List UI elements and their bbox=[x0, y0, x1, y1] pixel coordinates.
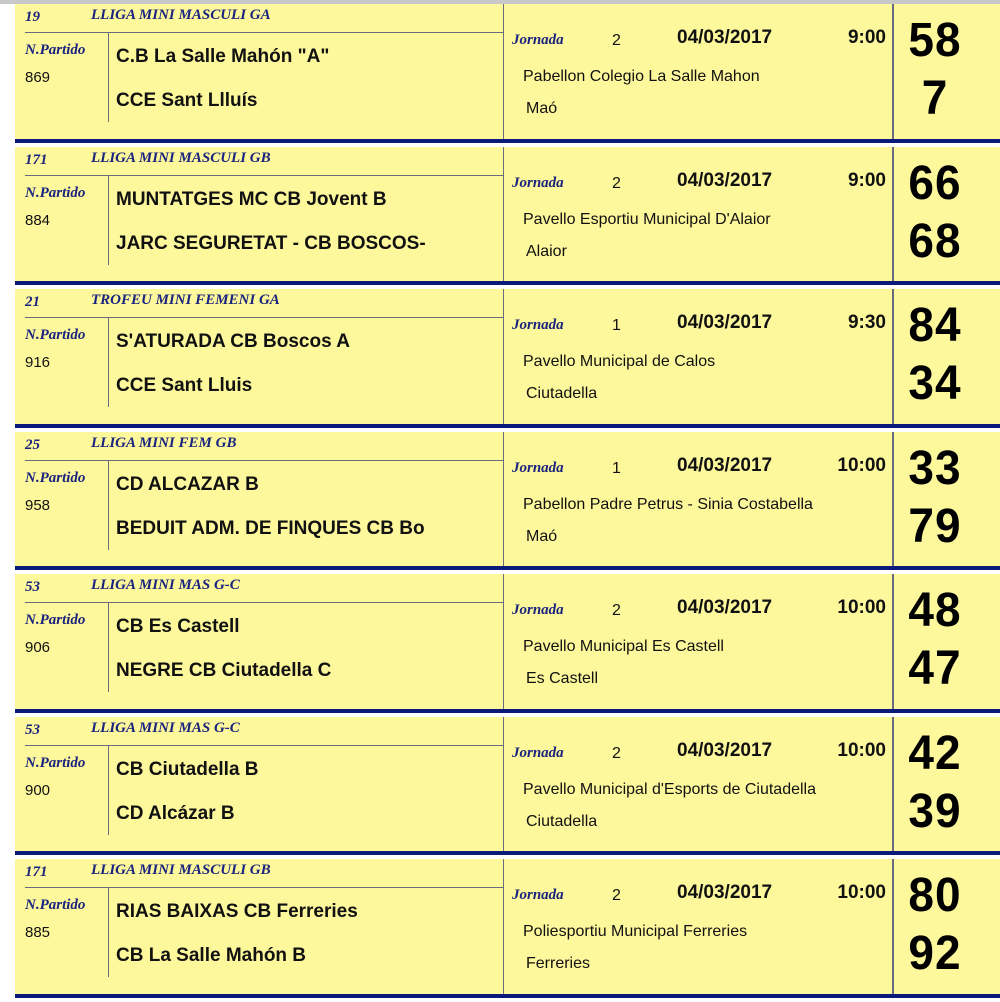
divider bbox=[25, 602, 503, 603]
match-date: 04/03/2017 bbox=[677, 27, 773, 48]
home-score: 48 bbox=[908, 581, 962, 637]
jornada-label: Jornada bbox=[512, 887, 564, 903]
partido-number: 906 bbox=[25, 639, 51, 656]
match-row bbox=[15, 147, 1000, 286]
category-number: 171 bbox=[25, 864, 48, 880]
home-team: C.B La Salle Mahón "A" bbox=[116, 46, 330, 67]
home-score: 58 bbox=[908, 11, 962, 67]
divider bbox=[892, 574, 894, 709]
venue: Pavello Esportiu Municipal D'Alaior bbox=[523, 210, 771, 228]
partido-label: N.Partido bbox=[25, 754, 86, 771]
venue: Pabellon Padre Petrus - Sinia Costabella bbox=[523, 495, 813, 513]
match-date: 04/03/2017 bbox=[677, 454, 773, 476]
home-team: CB Ciutadella B bbox=[116, 758, 259, 780]
partido-label: N.Partido bbox=[25, 897, 86, 913]
away-team: JARC SEGURETAT - CB BOSCOS- bbox=[116, 232, 426, 254]
home-score: 42 bbox=[908, 724, 962, 779]
jornada-number: 2 bbox=[612, 887, 621, 904]
jornada-label: Jornada bbox=[512, 32, 564, 48]
jornada-number: 1 bbox=[612, 459, 621, 477]
partido-label: N.Partido bbox=[25, 42, 86, 58]
category-name: LLIGA MINI FEM GB bbox=[91, 434, 237, 451]
away-score: 68 bbox=[908, 212, 962, 267]
divider bbox=[892, 432, 894, 567]
venue: Pavello Municipal de Calos bbox=[523, 353, 716, 370]
match-time: 9:00 bbox=[847, 27, 886, 48]
divider bbox=[25, 317, 503, 318]
match-time: 9:30 bbox=[847, 312, 886, 333]
jornada-label: Jornada bbox=[512, 602, 564, 618]
match-time: 10:00 bbox=[837, 597, 886, 618]
category-name: LLIGA MINI MAS G-C bbox=[91, 719, 240, 736]
city: Maó bbox=[526, 100, 558, 117]
jornada-label: Jornada bbox=[512, 459, 564, 476]
home-team: RIAS BAIXAS CB Ferreries bbox=[116, 901, 358, 922]
jornada-label: Jornada bbox=[512, 174, 564, 191]
away-team: CB La Salle Mahón B bbox=[116, 945, 307, 966]
home-team: CD ALCAZAR B bbox=[116, 473, 259, 495]
divider bbox=[892, 859, 894, 994]
partido-label: N.Partido bbox=[25, 469, 86, 486]
divider bbox=[503, 574, 504, 709]
category-number: 171 bbox=[25, 151, 48, 168]
away-team: CCE Sant Lluis bbox=[116, 375, 253, 396]
home-team: CB Es Castell bbox=[116, 616, 240, 637]
category-name: LLIGA MINI MASCULI GB bbox=[91, 149, 271, 166]
divider bbox=[108, 603, 109, 692]
match-date: 04/03/2017 bbox=[677, 312, 773, 333]
divider bbox=[503, 4, 504, 139]
home-score: 66 bbox=[908, 154, 962, 209]
divider bbox=[25, 32, 503, 33]
match-date: 04/03/2017 bbox=[677, 169, 773, 191]
venue: Pavello Municipal d'Esports de Ciutadella bbox=[523, 780, 816, 798]
venue: Poliesportiu Municipal Ferreries bbox=[523, 923, 748, 940]
match-date: 04/03/2017 bbox=[677, 882, 773, 903]
home-score: 80 bbox=[908, 866, 962, 922]
match-row bbox=[15, 859, 1000, 998]
category-number: 19 bbox=[25, 9, 40, 25]
jornada-number: 2 bbox=[612, 174, 621, 192]
category-name: TROFEU MINI FEMENI GA bbox=[91, 292, 280, 308]
partido-number: 885 bbox=[25, 924, 51, 941]
away-score: 92 bbox=[908, 924, 962, 980]
match-time: 10:00 bbox=[837, 739, 886, 761]
partido-label: N.Partido bbox=[25, 612, 86, 628]
partido-label: N.Partido bbox=[25, 327, 86, 343]
away-team: BEDUIT ADM. DE FINQUES CB Bo bbox=[116, 517, 425, 539]
venue: Pavello Municipal Es Castell bbox=[523, 638, 724, 655]
city: Ciutadella bbox=[526, 385, 598, 402]
partido-number: 900 bbox=[25, 781, 51, 799]
away-team: CD Alcázar B bbox=[116, 802, 235, 824]
home-team: S'ATURADA CB Boscos A bbox=[116, 331, 350, 352]
divider bbox=[108, 33, 109, 122]
category-name: LLIGA MINI MASCULI GA bbox=[91, 7, 271, 23]
match-row bbox=[15, 717, 1000, 856]
home-score: 33 bbox=[908, 439, 962, 494]
city: Es Castell bbox=[526, 670, 599, 687]
match-date: 04/03/2017 bbox=[677, 597, 773, 618]
partido-number: 884 bbox=[25, 211, 51, 229]
away-team: CCE Sant Llluís bbox=[116, 90, 258, 111]
divider bbox=[503, 147, 504, 282]
partido-number: 916 bbox=[25, 354, 51, 371]
jornada-number: 2 bbox=[612, 744, 621, 762]
city: Maó bbox=[526, 527, 558, 545]
category-number: 25 bbox=[25, 436, 40, 453]
divider bbox=[503, 717, 504, 852]
match-row bbox=[15, 432, 1000, 571]
partido-number: 958 bbox=[25, 496, 51, 514]
away-team: NEGRE CB Ciutadella C bbox=[116, 660, 332, 681]
jornada-number: 2 bbox=[612, 602, 621, 619]
jornada-number: 1 bbox=[612, 317, 621, 334]
match-row bbox=[15, 574, 1000, 713]
city: Ciutadella bbox=[526, 812, 598, 830]
match-time: 10:00 bbox=[837, 882, 886, 903]
divider bbox=[503, 432, 504, 567]
divider bbox=[25, 745, 503, 746]
match-list bbox=[15, 4, 1000, 1002]
match-date: 04/03/2017 bbox=[677, 739, 773, 761]
away-score: 34 bbox=[908, 354, 962, 410]
away-score: 79 bbox=[908, 497, 962, 552]
match-time: 10:00 bbox=[837, 454, 886, 476]
category-number: 21 bbox=[25, 294, 40, 310]
venue: Pabellon Colegio La Salle Mahon bbox=[523, 68, 760, 85]
match-row bbox=[15, 4, 1000, 143]
away-score: 7 bbox=[921, 69, 949, 125]
divider bbox=[108, 746, 109, 835]
away-score: 47 bbox=[908, 639, 962, 695]
divider bbox=[108, 318, 109, 407]
divider bbox=[25, 175, 503, 176]
away-score: 39 bbox=[908, 782, 962, 837]
partido-label: N.Partido bbox=[25, 184, 86, 201]
divider bbox=[503, 859, 504, 994]
divider bbox=[108, 888, 109, 977]
divider bbox=[108, 176, 109, 265]
home-team: MUNTATGES MC CB Jovent B bbox=[116, 188, 387, 210]
divider bbox=[25, 460, 503, 461]
category-name: LLIGA MINI MASCULI GB bbox=[91, 862, 271, 878]
partido-number: 869 bbox=[25, 69, 51, 86]
divider bbox=[892, 289, 894, 424]
match-time: 9:00 bbox=[847, 169, 886, 191]
divider bbox=[108, 461, 109, 550]
city: Ferreries bbox=[526, 955, 591, 972]
jornada-label: Jornada bbox=[512, 317, 564, 333]
home-score: 84 bbox=[908, 296, 962, 352]
divider bbox=[892, 4, 894, 139]
divider bbox=[892, 717, 894, 852]
category-number: 53 bbox=[25, 579, 40, 595]
category-name: LLIGA MINI MAS G-C bbox=[91, 577, 240, 593]
divider bbox=[25, 887, 503, 888]
city: Alaior bbox=[526, 242, 567, 260]
divider bbox=[503, 289, 504, 424]
divider bbox=[892, 147, 894, 282]
jornada-label: Jornada bbox=[512, 744, 564, 761]
match-row bbox=[15, 289, 1000, 428]
jornada-number: 2 bbox=[612, 32, 621, 49]
category-number: 53 bbox=[25, 721, 40, 738]
